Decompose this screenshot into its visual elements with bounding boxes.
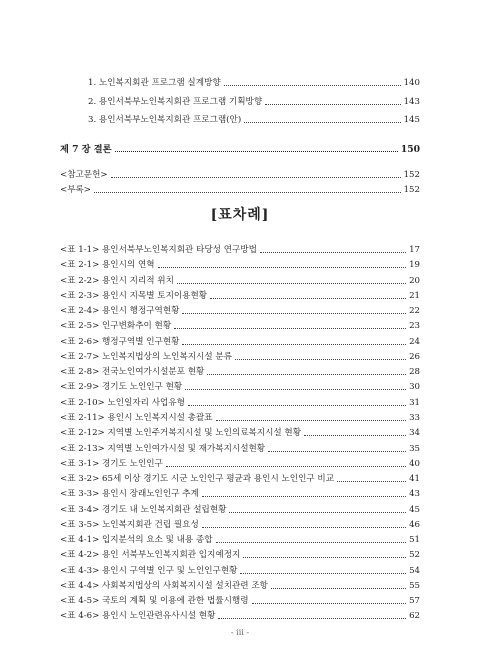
dot-leader [216, 542, 407, 543]
table-list-entry[interactable] [60, 489, 420, 500]
entry-label: <표 2-2> 용인시 지리적 위치 [60, 275, 174, 286]
table-list-entry[interactable] [60, 398, 420, 409]
table-list-entry[interactable] [60, 291, 420, 302]
entry-label: <표 4-6> 용인시 노인관련유사시설 현황 [60, 611, 216, 622]
entry-page-number: 51 [409, 535, 420, 546]
dot-leader [260, 252, 406, 253]
table-list-entry[interactable] [60, 276, 420, 287]
entry-label: <표 2-13> 지역별 노인여가시설 및 재가복지시설현황 [60, 443, 266, 454]
entry-page-number: 40 [409, 458, 420, 469]
table-list-entry[interactable] [60, 245, 420, 256]
entry-label: <표 4-4> 사회복지법상의 사회복지시설 설치관련 조항 [60, 580, 268, 591]
dot-leader [185, 389, 406, 390]
entry-page-number: 43 [409, 489, 420, 500]
entry-page-number: 57 [409, 596, 420, 607]
table-list-entry[interactable] [60, 352, 420, 363]
table-list-entry[interactable] [60, 444, 420, 455]
dot-leader [174, 328, 406, 329]
table-list-entry[interactable] [60, 505, 420, 516]
table-list-entry[interactable] [60, 550, 420, 561]
entry-page-number: 21 [409, 290, 420, 301]
entry-label: <표 2-9> 경기도 노인인구 현황 [60, 382, 183, 393]
entry-page-number: 140 [403, 78, 420, 88]
entry-page-number: 41 [409, 474, 420, 485]
table-list-entry[interactable] [60, 520, 420, 531]
table-list-title: [표차례] [210, 207, 270, 223]
dot-leader [188, 405, 406, 406]
entry-label: 1. 노인복지회관 프로그램 실계방향 [88, 78, 221, 88]
entry-label: <표 4-1> 입지분석의 요소 및 내용 종합 [60, 535, 213, 546]
entry-label: <표 3-2> 65세 이상 경기도 시군 노인인구 평균과 용인시 노인인구 비교 [60, 474, 335, 485]
entry-label: <표 2-10> 노인일자리 사업유형 [60, 397, 185, 408]
entry-page-number: 34 [409, 428, 420, 439]
toc-entry[interactable] [88, 97, 420, 108]
dot-leader [94, 192, 401, 193]
entry-page-number: 52 [409, 550, 420, 561]
entry-label: <참고문헌> [60, 170, 108, 180]
dot-leader [337, 481, 406, 482]
dot-leader [268, 451, 406, 452]
toc-reference-entry[interactable] [60, 185, 420, 196]
entry-label: <표 2-1> 용인시의 연혁 [60, 260, 155, 271]
entry-page-number: 152 [403, 185, 420, 195]
entry-page-number: 33 [409, 412, 420, 423]
entry-page-number: 145 [403, 115, 420, 125]
dot-leader [265, 104, 400, 105]
dot-leader [240, 573, 406, 574]
table-list-entry[interactable] [60, 596, 420, 607]
toc-chapter-entry[interactable] [60, 144, 420, 155]
dot-leader [235, 359, 406, 360]
dot-leader [210, 298, 406, 299]
page-number-footer: - iii - [230, 628, 250, 637]
entry-page-number: 24 [409, 336, 420, 347]
entry-page-number: 26 [409, 351, 420, 362]
dot-leader [224, 85, 401, 86]
dot-leader [252, 603, 407, 604]
entry-page-number: 30 [409, 382, 420, 393]
entry-label: <표 3-5> 노인복지회관 건립 필요성 [60, 519, 199, 530]
dot-leader [158, 267, 407, 268]
dot-leader [304, 435, 406, 436]
table-list-entry[interactable] [60, 306, 420, 317]
entry-page-number: 22 [409, 306, 420, 317]
entry-label: <표 3-4> 경기도 내 노인복지회관 설립현황 [60, 504, 227, 515]
entry-page-number: 152 [403, 170, 420, 180]
dot-leader [216, 420, 407, 421]
dot-leader [111, 177, 401, 178]
entry-label: 제 7 장 결론 [60, 144, 112, 155]
entry-label: 3. 용인서북부노인복지회관 프로그램(안) [88, 115, 242, 125]
entry-page-number: 54 [409, 565, 420, 576]
toc-reference-entry[interactable] [60, 170, 420, 181]
entry-label: <표 2-4> 용인시 행정구역현황 [60, 306, 180, 317]
entry-page-number: 46 [409, 519, 420, 530]
entry-label: <표 4-3> 용인시 구역별 인구 및 노인인구현황 [60, 565, 238, 576]
entry-page-number: 150 [400, 144, 420, 155]
table-list-entry[interactable] [60, 413, 420, 424]
entry-page-number: 28 [409, 367, 420, 378]
entry-label: <표 2-8> 전국노인여가시설분포 현황 [60, 367, 205, 378]
entry-label: <표 2-7> 노인복지법상의 노인복지시설 분류 [60, 351, 232, 362]
entry-page-number: 55 [409, 580, 420, 591]
entry-label: <표 2-6> 행정구역별 인구현황 [60, 336, 180, 347]
table-list-entry[interactable] [60, 566, 420, 577]
table-list-entry[interactable] [60, 611, 420, 622]
entry-page-number: 17 [409, 245, 420, 255]
table-list-entry[interactable] [60, 535, 420, 546]
dot-leader [202, 496, 406, 497]
dot-leader [218, 618, 406, 619]
dot-leader [271, 588, 406, 589]
entry-page-number: 31 [409, 397, 420, 408]
entry-label: 2. 용인서북부노인복지회관 프로그램 기획방향 [88, 96, 263, 107]
dot-leader [166, 466, 406, 467]
dot-leader [177, 283, 406, 284]
dot-leader [202, 527, 406, 528]
toc-entry[interactable] [88, 115, 420, 126]
table-list-entry[interactable] [60, 260, 420, 271]
table-list-entry[interactable] [60, 337, 420, 348]
entry-page-number: 143 [403, 96, 420, 107]
table-list-entry[interactable] [60, 367, 420, 378]
dot-leader [182, 313, 406, 314]
table-list-entry[interactable] [60, 474, 420, 485]
dot-leader [207, 374, 406, 375]
table-list-entry[interactable] [60, 581, 420, 592]
entry-page-number: 35 [409, 443, 420, 454]
table-list-entry[interactable] [60, 428, 420, 439]
dot-leader [244, 122, 400, 123]
toc-entry[interactable] [88, 78, 420, 89]
table-list-entry[interactable] [60, 321, 420, 332]
entry-page-number: 20 [409, 275, 420, 286]
entry-label: <표 2-5> 인구변화추이 현황 [60, 321, 172, 332]
entry-label: <표 2-11> 용인시 노인복지시설 총괄표 [60, 412, 213, 423]
entry-label: <표 3-1> 경기도 노인인구 [60, 458, 163, 469]
entry-page-number: 23 [409, 321, 420, 332]
entry-label: <표 3-3> 용인시 장래노인인구 추계 [60, 489, 199, 500]
dot-leader [229, 512, 406, 513]
entry-label: <표 2-3> 용인시 지목별 토지이용현황 [60, 290, 208, 301]
entry-page-number: 62 [409, 611, 420, 622]
table-list-entry[interactable] [60, 382, 420, 393]
entry-label: <표 2-12> 지역별 노인주거복지시설 및 노인의료복지시설 현황 [60, 428, 302, 439]
entry-label: <표 4-2> 용인 서북부노인복지회관 입지예정지 [60, 550, 241, 561]
entry-label: <표 1-1> 용인서북부노인복지회관 타당성 연구방법 [60, 245, 257, 255]
dot-leader [115, 151, 398, 152]
entry-label: <부록> [60, 185, 92, 195]
dot-leader [243, 557, 406, 558]
dot-leader [182, 344, 406, 345]
table-list-entry[interactable] [60, 459, 420, 470]
entry-page-number: 19 [409, 260, 420, 271]
entry-label: <표 4-5> 국토의 계획 및 이용에 관한 법률시행령 [60, 596, 249, 607]
entry-page-number: 45 [409, 504, 420, 515]
